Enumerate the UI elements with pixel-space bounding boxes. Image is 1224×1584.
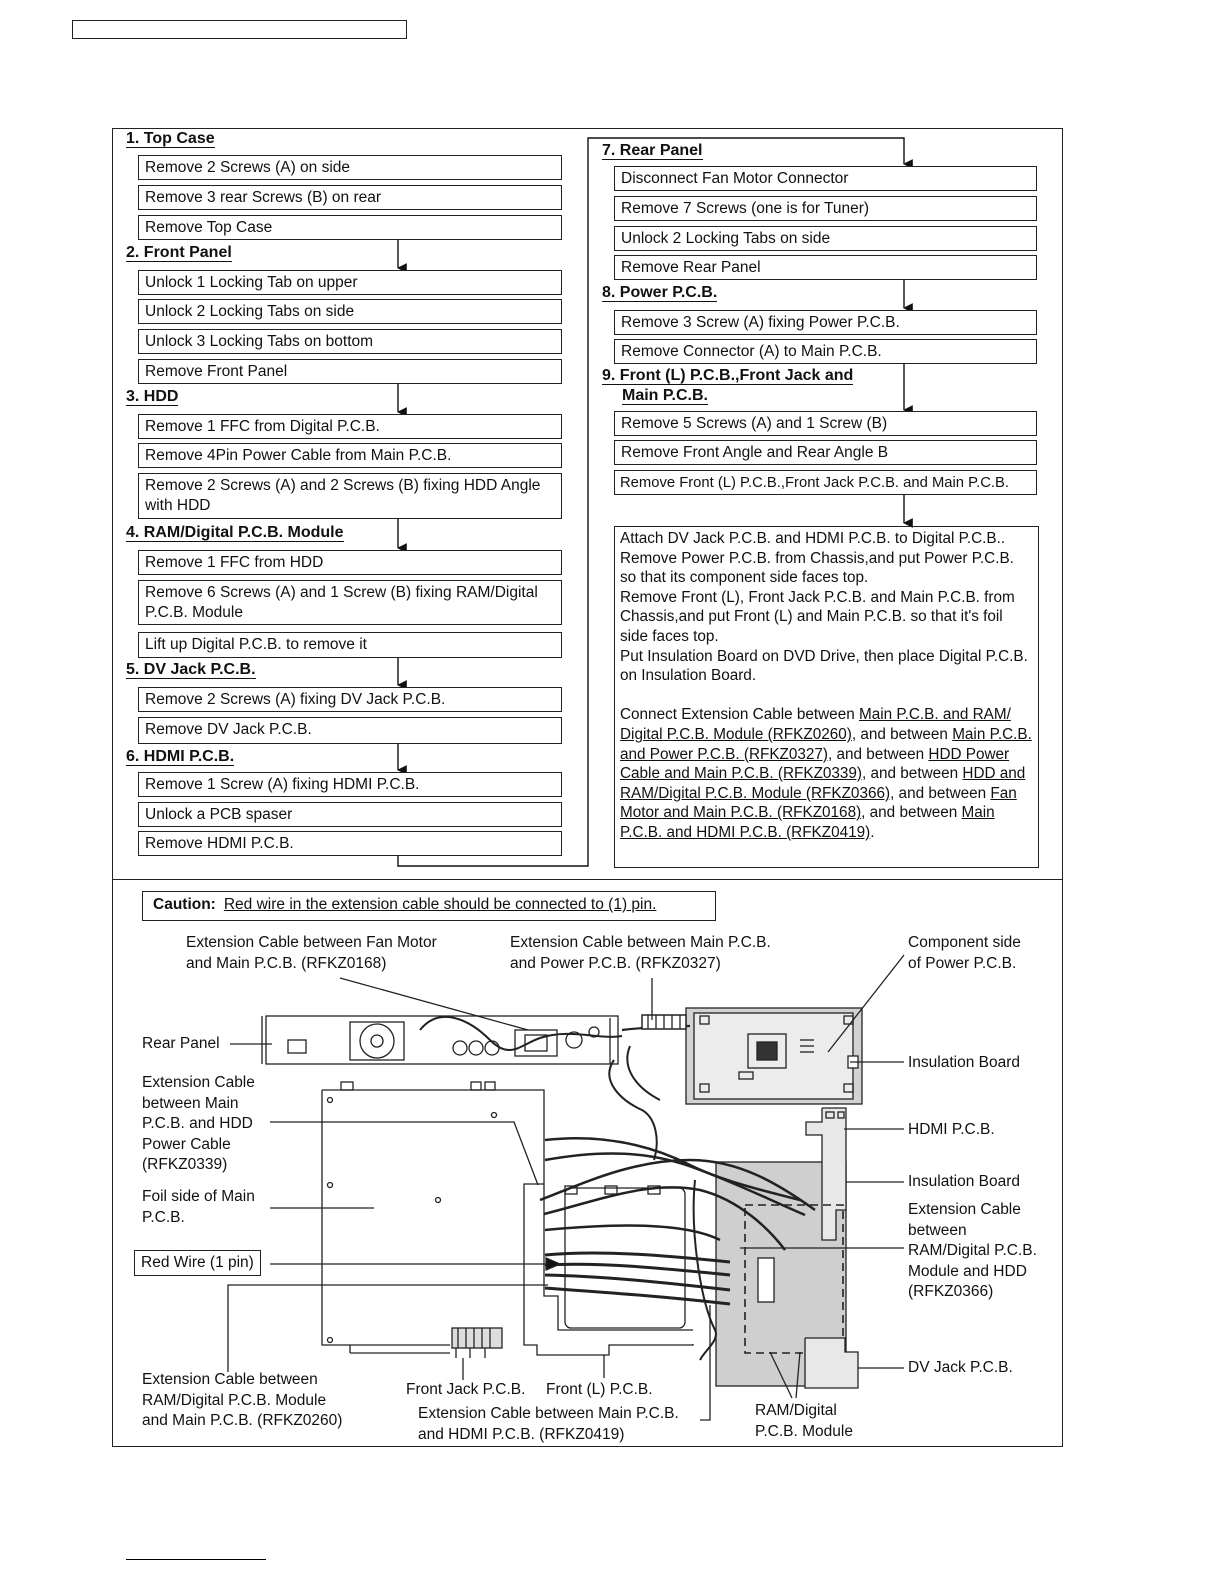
step-front-l-2: Remove Front Angle and Rear Angle B bbox=[614, 440, 1037, 465]
label-line: Foil side of Main bbox=[142, 1188, 255, 1205]
label-line: Module and HDD bbox=[908, 1262, 1027, 1280]
section-title-top-case: 1. Top Case bbox=[126, 130, 215, 147]
label-line: and Main P.C.B. (RFKZ0260) bbox=[142, 1412, 343, 1429]
step-front-panel-1: Unlock 1 Locking Tab on upper bbox=[138, 270, 562, 295]
front-jack-drawing bbox=[452, 1328, 502, 1348]
step-hdmi-1: Remove 1 Screw (A) fixing HDMI P.C.B. bbox=[138, 772, 562, 797]
section-title-hdmi: 6. HDMI P.C.B. bbox=[126, 748, 235, 765]
step-hdmi-3: Remove HDMI P.C.B. bbox=[138, 831, 562, 856]
step-power-1: Remove 3 Screw (A) fixing Power P.C.B. bbox=[614, 310, 1037, 335]
label-line: (RFKZ0339) bbox=[142, 1156, 228, 1173]
label-line: Power Cable bbox=[142, 1135, 231, 1153]
note-text: , and between bbox=[861, 804, 962, 822]
label-line: Component side bbox=[908, 934, 1021, 951]
label-line: and HDMI P.C.B. (RFKZ0419) bbox=[418, 1425, 625, 1443]
label-insulation-board-2: Insulation Board bbox=[908, 1173, 1021, 1190]
label-power-cable bbox=[510, 933, 771, 974]
label-line: P.C.B. and HDD bbox=[142, 1115, 253, 1132]
note-paragraph-3: Remove Front (L), Front Jack P.C.B. and Main P.C.B. from Chassis,and put Front (L) and Main P.C.B. so that it's foil side faces top. bbox=[620, 588, 1015, 645]
label-hdd-cable bbox=[142, 1073, 255, 1176]
label-line: P.C.B. bbox=[142, 1208, 185, 1226]
label-hdmi-cable bbox=[418, 1404, 679, 1445]
note-cable-rfkz0339: HDD Power Cable and Main P.C.B. (RFKZ0339) bbox=[620, 745, 1010, 783]
note-cable-rfkz0366: HDD and RAM/Digital P.C.B. Module (RFKZ0366) bbox=[620, 765, 1026, 802]
label-line: between bbox=[908, 1221, 967, 1239]
step-rear-1: Disconnect Fan Motor Connector bbox=[614, 166, 1037, 191]
step-hdd-1: Remove 1 FFC from Digital P.C.B. bbox=[138, 414, 562, 439]
step-hdd-2: Remove 4Pin Power Cable from Main P.C.B. bbox=[138, 443, 562, 468]
note-paragraph-1: Attach DV Jack P.C.B. and HDMI P.C.B. to Digital P.C.B.. bbox=[620, 530, 1006, 547]
section-title-ram-digital: 4. RAM/Digital P.C.B. Module bbox=[126, 524, 344, 541]
step-front-l-3: Remove Front (L) P.C.B.,Front Jack P.C.B. and Main P.C.B. bbox=[614, 470, 1037, 495]
step-dv-1: Remove 2 Screws (A) fixing DV Jack P.C.B. bbox=[138, 687, 562, 712]
rear-panel-drawing bbox=[266, 1016, 618, 1064]
step-top-case-3: Remove Top Case bbox=[138, 215, 562, 240]
label-line: Extension Cable between bbox=[142, 1371, 318, 1388]
label-ram-hdd-cable bbox=[908, 1200, 1037, 1303]
step-front-l-1: Remove 5 Screws (A) and 1 Screw (B) bbox=[614, 411, 1037, 436]
step-front-panel-3: Unlock 3 Locking Tabs on bottom bbox=[138, 329, 562, 354]
label-line: and Power P.C.B. (RFKZ0327) bbox=[510, 954, 721, 972]
note-text: , and between bbox=[851, 725, 953, 743]
step-top-case-2: Remove 3 rear Screws (B) on rear bbox=[138, 185, 562, 210]
step-front-panel-2: Unlock 2 Locking Tabs on side bbox=[138, 299, 562, 324]
label-line: RAM/Digital P.C.B. bbox=[908, 1242, 1037, 1259]
footer-line bbox=[126, 1559, 266, 1560]
label-insulation-board-1: Insulation Board bbox=[908, 1054, 1021, 1071]
section-title-hdd: 3. HDD bbox=[126, 388, 179, 405]
note-cable-rfkz0260: Main P.C.B. and RAM/ Digital P.C.B. Module (RFKZ0260) bbox=[620, 706, 1011, 743]
note-paragraph-4: Put Insulation Board on DVD Drive, then place Digital P.C.B. on Insulation Board. bbox=[620, 647, 1028, 685]
step-hdd-3: Remove 2 Screws (A) and 2 Screws (B) fixing HDD Angle with HDD bbox=[138, 473, 562, 519]
label-line: RAM/Digital P.C.B. Module bbox=[142, 1391, 327, 1409]
label-rear-panel: Rear Panel bbox=[142, 1035, 220, 1052]
label-front-jack: Front Jack P.C.B. bbox=[406, 1381, 526, 1398]
step-rear-2: Remove 7 Screws (one is for Tuner) bbox=[614, 196, 1037, 221]
label-ram-main-cable bbox=[142, 1370, 342, 1432]
dv-jack-drawing bbox=[805, 1338, 858, 1388]
label-line: Extension Cable bbox=[908, 1201, 1021, 1218]
label-front-l: Front (L) P.C.B. bbox=[546, 1381, 653, 1398]
note-cable-rfkz0419: Main P.C.B. and HDMI P.C.B. (RFKZ0419) bbox=[620, 804, 995, 841]
label-ram-module bbox=[755, 1401, 853, 1442]
section-title-power-pcb: 8. Power P.C.B. bbox=[602, 284, 718, 301]
label-fan-cable bbox=[186, 933, 437, 974]
label-line: Extension Cable between Main P.C.B. bbox=[418, 1405, 679, 1422]
step-ram-2: Remove 6 Screws (A) and 1 Screw (B) fixing RAM/Digital P.C.B. Module bbox=[138, 580, 562, 625]
note-text: . bbox=[870, 823, 875, 841]
step-ram-1: Remove 1 FFC from HDD bbox=[138, 550, 562, 575]
step-ram-3: Lift up Digital P.C.B. to remove it bbox=[138, 632, 562, 658]
caution-text: Red wire in the extension cable should be connected to (1) pin. bbox=[223, 896, 657, 913]
label-line: RAM/Digital bbox=[755, 1402, 837, 1419]
section-title-rear-panel: 7. Rear Panel bbox=[602, 142, 703, 159]
section-title-front-panel: 2. Front Panel bbox=[126, 244, 232, 261]
section-title-front-l: 9. Front (L) P.C.B.,Front Jack and bbox=[602, 367, 854, 384]
section-title-dv-jack: 5. DV Jack P.C.B. bbox=[126, 661, 256, 678]
label-dv-jack: DV Jack P.C.B. bbox=[908, 1359, 1013, 1376]
label-component-side bbox=[908, 933, 1021, 974]
note-cable-rfkz0327: Main P.C.B. and Power P.C.B. (RFKZ0327) bbox=[620, 725, 1032, 763]
note-text: , and between bbox=[890, 784, 991, 802]
label-hdmi-pcb: HDMI P.C.B. bbox=[908, 1121, 995, 1138]
label-line: between Main bbox=[142, 1094, 239, 1112]
main-pcb-drawing bbox=[322, 1090, 693, 1355]
caution-label: Caution: bbox=[153, 896, 216, 913]
note-cable-rfkz0168: Fan Motor and Main P.C.B. (RFKZ0168) bbox=[620, 784, 1017, 822]
step-front-panel-4: Remove Front Panel bbox=[138, 359, 562, 384]
note-text: Connect Extension Cable between bbox=[620, 706, 859, 724]
label-line: (RFKZ0366) bbox=[908, 1283, 994, 1300]
note-text: , and between bbox=[828, 745, 929, 763]
note-paragraph-2: Remove Power P.C.B. from Chassis,and put Power P.C.B. so that its component side faces top. bbox=[620, 549, 1014, 587]
label-red-wire: Red Wire (1 pin) bbox=[134, 1250, 261, 1276]
label-line: and Main P.C.B. (RFKZ0168) bbox=[186, 954, 387, 972]
label-line: of Power P.C.B. bbox=[908, 954, 1017, 972]
label-line: Extension Cable between Fan Motor bbox=[186, 934, 437, 951]
label-foil-side bbox=[142, 1187, 255, 1228]
step-rear-4: Remove Rear Panel bbox=[614, 255, 1037, 280]
step-power-2: Remove Connector (A) to Main P.C.B. bbox=[614, 339, 1037, 364]
step-hdmi-2: Unlock a PCB spaser bbox=[138, 802, 562, 827]
step-rear-3: Unlock 2 Locking Tabs on side bbox=[614, 226, 1037, 251]
label-line: Extension Cable between Main P.C.B. bbox=[510, 934, 771, 951]
section-title-front-l-line2: Main P.C.B. bbox=[622, 387, 708, 404]
label-line: Extension Cable bbox=[142, 1074, 255, 1091]
fan-drawing bbox=[350, 1022, 404, 1060]
step-dv-2: Remove DV Jack P.C.B. bbox=[138, 717, 562, 744]
note-text: , and between bbox=[862, 765, 963, 783]
step-top-case-1: Remove 2 Screws (A) on side bbox=[138, 155, 562, 180]
label-line: P.C.B. Module bbox=[755, 1422, 853, 1440]
